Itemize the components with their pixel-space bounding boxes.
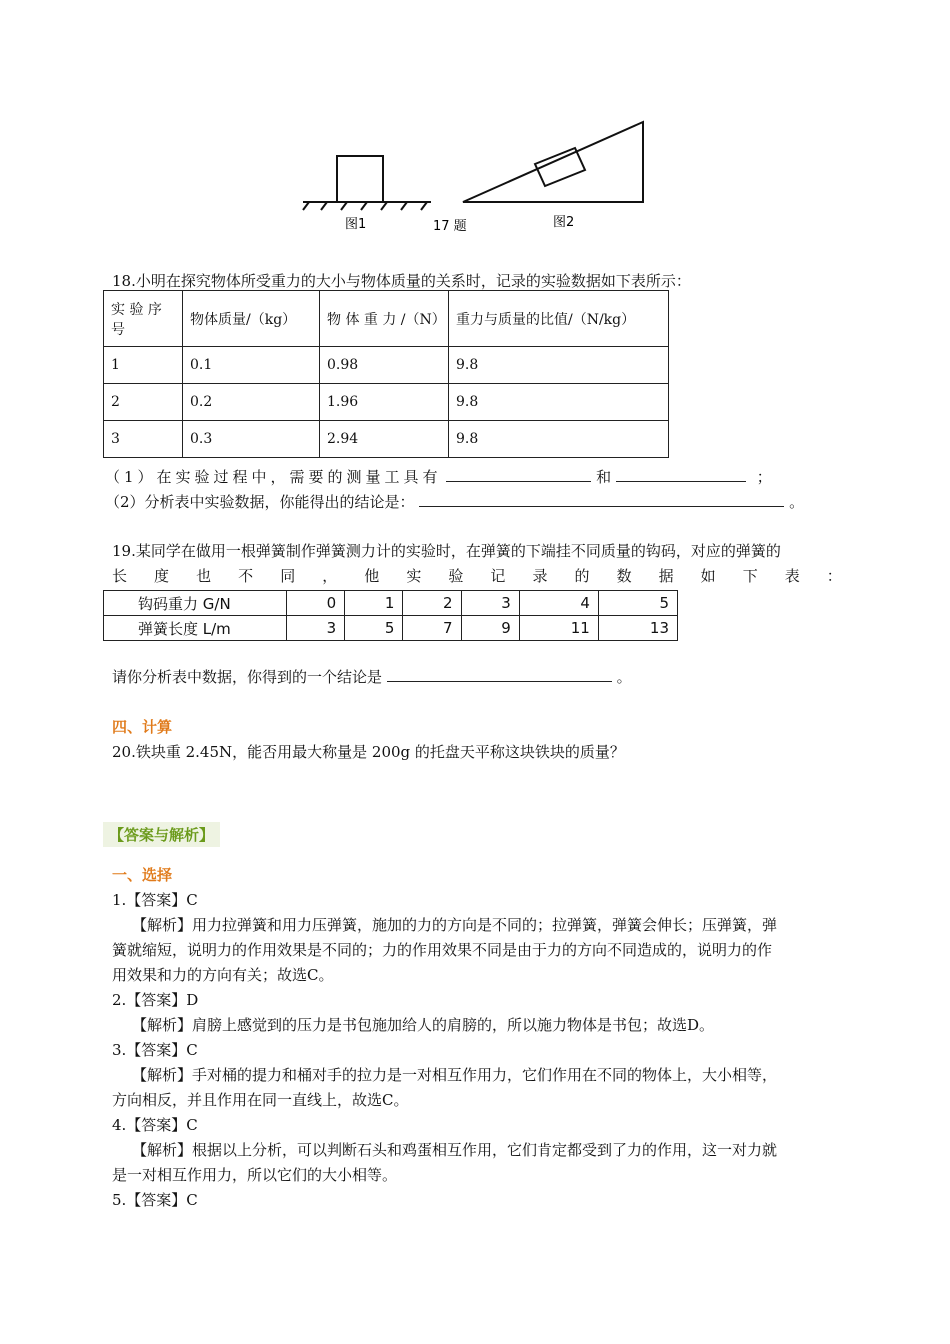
q18-sub1 — [105, 466, 840, 488]
figure-17 — [295, 112, 655, 240]
q18-header-3: 重力与质量的比值/（N/kg） — [449, 291, 669, 347]
cell: 9.8 — [449, 384, 669, 421]
answer-blank[interactable] — [419, 492, 784, 507]
cell: 0.1 — [183, 347, 320, 384]
cell: 3 — [104, 421, 183, 458]
analysis-line: 【解析】根据以上分析，可以判断石头和鸡蛋相互作用，它们肯定都受到了力的作用，这一对力就 — [132, 1141, 778, 1159]
answer-3: 3.【答案】C — [112, 1041, 198, 1059]
cell: 3 — [461, 591, 519, 616]
q18-sub2 — [105, 491, 804, 513]
q18-header-1: 物体质量/（kg） — [183, 291, 320, 347]
q19-text-line1: 19.某同学在做用一根弹簧制作弹簧测力计的实验时，在弹簧的下端挂不同质量的钩码，对应的弹簧的 — [112, 542, 781, 560]
answer-blank[interactable] — [616, 467, 746, 482]
answer-blank[interactable] — [387, 667, 612, 682]
section-title: 一、选择 — [112, 866, 173, 884]
cell: 0.98 — [320, 347, 449, 384]
and-text: 和 — [596, 468, 612, 486]
cell: 0.2 — [183, 384, 320, 421]
cell: 4 — [519, 591, 598, 616]
cell: 9.8 — [449, 421, 669, 458]
answer-1: 1.【答案】C — [112, 891, 198, 909]
cell: 13 — [598, 616, 677, 641]
cell: 1 — [104, 347, 183, 384]
q19-ask-text: 请你分析表中数据，你得到的一个结论是 — [112, 668, 383, 686]
q20-text: 20.铁块重 2.45N，能否用最大称量是 200g 的托盘天平称这块铁块的质量？ — [112, 743, 625, 761]
analysis-line: 方向相反，并且作用在同一直线上，故选C。 — [112, 1091, 409, 1109]
table-row — [104, 591, 678, 616]
cell: 0.3 — [183, 421, 320, 458]
analysis-line: 是一对相互作用力，所以它们的大小相等。 — [112, 1166, 398, 1184]
cell: 11 — [519, 616, 598, 641]
q19-ask — [112, 666, 632, 688]
q18-text: 18.小明在探究物体所受重力的大小与物体质量的关系时，记录的实验数据如下表所示： — [112, 272, 691, 290]
fig1-label: 图1 — [345, 217, 367, 232]
q18-header-0: 实 验 序 号 — [104, 291, 183, 347]
cell: 2 — [403, 591, 461, 616]
fig1-block-on-ground — [303, 156, 431, 210]
figure-caption: 17 题 — [433, 219, 467, 234]
cell: 5 — [598, 591, 677, 616]
row-label: 钩码重力 G/N — [104, 591, 287, 616]
table-row — [104, 347, 669, 384]
q18-sub1-text: （1）在实验过程中，需要的测量工具有 — [105, 468, 442, 486]
punct: ； — [756, 468, 772, 486]
q19-text-line2: 长 度 也 不 同 ， 他 实 验 记 录 的 数 据 如 下 表 ： — [112, 567, 842, 585]
cell: 5 — [345, 616, 403, 641]
cell: 0 — [287, 591, 345, 616]
table-row — [104, 421, 669, 458]
answer-blank[interactable] — [446, 467, 591, 482]
cell: 9 — [461, 616, 519, 641]
analysis-line: 用效果和力的方向有关；故选C。 — [112, 966, 334, 984]
analysis-line: 【解析】用力拉弹簧和用力压弹簧，施加的力的方向是不同的；拉弹簧，弹簧会伸长；压弹簧，弹 — [132, 916, 778, 934]
q18-sub2-text: （2）分析表中实验数据，你能得出的结论是： — [105, 493, 415, 511]
answer-2: 2.【答案】D — [112, 991, 199, 1009]
table-row — [104, 616, 678, 641]
cell: 2 — [104, 384, 183, 421]
section-title: 四、计算 — [112, 718, 173, 736]
analysis-line: 簧就缩短，说明力的作用效果是不同的；力的作用效果不同是由于力的方向不同造成的，说明力的作 — [112, 941, 773, 959]
q19-table — [103, 590, 678, 641]
table-row — [104, 384, 669, 421]
fig2-block-on-incline — [463, 122, 643, 202]
fig2-label: 图2 — [553, 215, 575, 230]
cell: 1.96 — [320, 384, 449, 421]
punct: 。 — [789, 493, 805, 511]
cell: 1 — [345, 591, 403, 616]
q18-table — [103, 290, 669, 458]
row-label: 弹簧长度 L/m — [104, 616, 287, 641]
answer-5: 5.【答案】C — [112, 1191, 198, 1209]
punct: 。 — [616, 668, 632, 686]
cell: 2.94 — [320, 421, 449, 458]
cell: 3 — [287, 616, 345, 641]
answers-title: 【答案与解析】 — [103, 822, 220, 847]
answer-4: 4.【答案】C — [112, 1116, 198, 1134]
analysis-line: 【解析】手对桶的提力和桶对手的拉力是一对相互作用力，它们作用在不同的物体上，大小相等， — [132, 1066, 778, 1084]
q18-header-2: 物 体 重 力 /（N） — [320, 291, 449, 347]
cell: 9.8 — [449, 347, 669, 384]
cell: 7 — [403, 616, 461, 641]
analysis-line: 【解析】肩膀上感觉到的压力是书包施加给人的肩膀的，所以施力物体是书包；故选D。 — [132, 1016, 715, 1034]
